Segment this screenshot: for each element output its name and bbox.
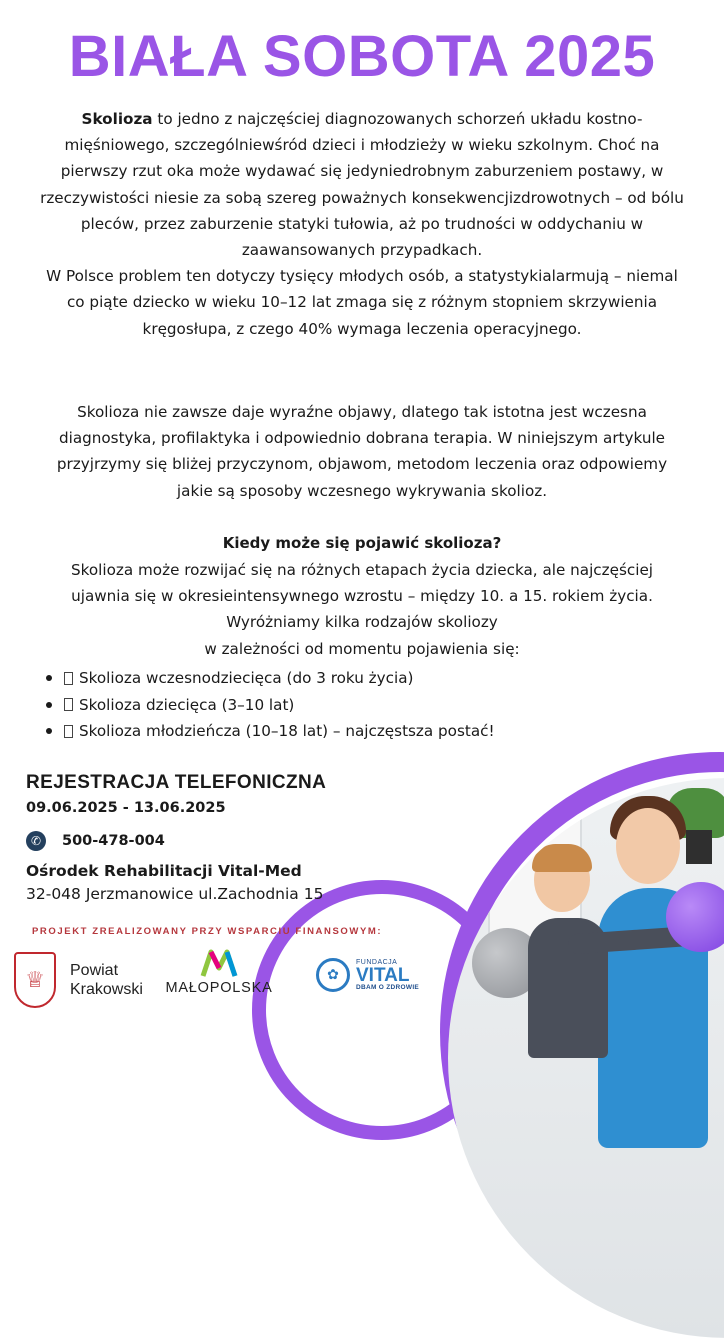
section-text-2: w zależności od momentu pojawienia się: [204, 639, 520, 658]
scoliosis-types-list [46, 665, 495, 745]
bullet-icon [46, 675, 52, 681]
registration-dates: 09.06.2025 - 13.06.2025 [26, 800, 226, 816]
powiat-krakowski-logo [14, 952, 143, 1008]
vital-big-text: VITAL [356, 964, 410, 986]
intro-paragraph [40, 106, 684, 342]
registration-title: REJESTRACJA TELEFONICZNA [26, 772, 327, 793]
page-title: BIAŁA SOBOTA 2025 [68, 24, 656, 89]
malopolska-text: MAŁOPOLSKA [165, 980, 273, 996]
section-text: Skolioza może rozwijać się na różnych etapach życia dziecka, ale najczęściej ujawnia się w okresieintensywnego wzrostu – między 10. a 15. rokiem życia. Wyróżniamy kilka rodzajów skoliozy [70, 561, 654, 632]
intro-text: to jedno z najczęściej diagnozowanych schorzeń układu kostno-mięśniowego, szczególniewśród dzieci i młodzieży w wieku szkolnym. Choć na pierwszy rzut oka może wydawać się jedyniedrobnym zaburzeniem postawy, w rzeczywistości niesie za sobą szereg poważnych konsekwencjizdrowotnych – od bólu pleców, przez zaburzenie statyki tułowia, aż po trudności w oddychaniu w zaawansowanych przypadkach. [40, 110, 684, 260]
list-item: Skolioza dziecięca (3–10 lat) [46, 692, 495, 719]
center-address: 32-048 Jerzmanowice ul.Zachodnia 15 [26, 885, 324, 903]
center-name: Ośrodek Rehabilitacji Vital-Med [26, 862, 302, 880]
powiat-line-1: Powiat [70, 962, 119, 979]
list-item: Skolioza wczesnodziecięca (do 3 roku życia) [46, 665, 495, 692]
vital-figure-icon: ✿ [316, 958, 350, 992]
missing-glyph-icon [64, 725, 73, 738]
phone-number[interactable]: 500-478-004 [62, 833, 165, 849]
crest-icon: ♕ [14, 952, 56, 1008]
malopolska-mark-icon [199, 948, 239, 978]
list-item: Skolioza młodzieńcza (10–18 lat) – najczęstsza postać! [46, 718, 495, 745]
vital-sub-text: DBAM O ZDROWIE [356, 983, 420, 991]
bullet-icon [46, 728, 52, 734]
malopolska-logo [165, 948, 273, 996]
bullet-icon [46, 702, 52, 708]
phone-row[interactable] [26, 831, 165, 851]
missing-glyph-icon [64, 698, 73, 711]
pot-shape [686, 830, 712, 864]
fundacja-vital-logo [316, 958, 419, 992]
therapist-head-shape [616, 808, 680, 884]
intro-statistics: W Polsce problem ten dotyczy tysięcy młodych osób, a statystykialarmują – niemal co piąte dziecko w wieku 10–12 lat zmaga się z różnym stopniem skrzywienia kręgosłupa, z czego 40% wymaga leczenia operacyjnego. [46, 267, 678, 338]
therapy-photo [448, 778, 724, 1338]
phone-icon: ✆ [26, 831, 46, 851]
project-funding-label: PROJEKT ZREALIZOWANY PRZY WSPARCIU FINANSOWYM: [32, 926, 383, 937]
vital-small-text: FUNDACJA [356, 958, 398, 966]
powiat-line-2: Krakowski [70, 981, 143, 998]
section-paragraph [40, 557, 684, 662]
intro-bold-lead: Skolioza [81, 110, 153, 128]
child-hair-shape [532, 844, 592, 872]
missing-glyph-icon [64, 672, 73, 685]
section-heading: Kiedy może się pojawić skolioza? [222, 534, 502, 552]
diagnostics-paragraph: Skolioza nie zawsze daje wyraźne objawy, dlatego tak istotna jest wczesna diagnostyka, profilaktyka i odpowiednio dobrana terapia. W niniejszym artykule przyjrzymy się bliżej przyczynom, objawom, metodom leczenia oraz odpowiemy jakie są sposoby wczesnego wykrywania skolioz. [56, 403, 668, 500]
